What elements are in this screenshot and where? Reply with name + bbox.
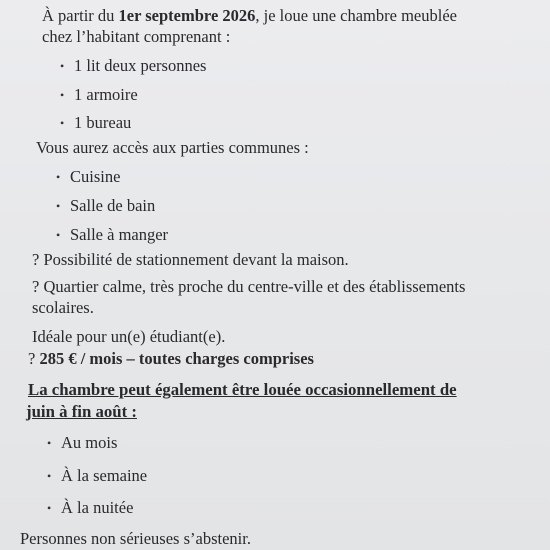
- neighborhood-line-1: ? Quartier calme, très proche du centre-ville et des établissements: [32, 277, 466, 296]
- bullet-icon: •: [47, 469, 52, 483]
- start-date: 1er septembre 2026: [118, 6, 256, 25]
- occasional-option-night: À la nuitée: [61, 498, 134, 517]
- furniture-item-bed: 1 lit deux personnes: [74, 56, 207, 75]
- price-amount: 285 € / mois – toutes charges comprises: [39, 349, 314, 368]
- bullet-icon: •: [60, 116, 65, 130]
- occasional-rental-line-2: juin à fin août :: [26, 402, 137, 421]
- ideal-for-student: Idéale pour un(e) étudiant(e).: [32, 327, 226, 346]
- bullet-icon: •: [56, 199, 61, 213]
- bullet-icon: •: [60, 88, 65, 102]
- intro-line-2: chez l’habitant comprenant :: [42, 27, 231, 46]
- occasional-rental-line-1: La chambre peut également être louée occasionnellement de: [28, 380, 457, 399]
- bullet-icon: •: [47, 436, 52, 450]
- intro-line-1: [42, 6, 457, 26]
- bullet-icon: •: [56, 228, 61, 242]
- price-line: [28, 349, 314, 369]
- bullet-icon: •: [60, 59, 65, 73]
- closing-note: Personnes non sérieuses s’abstenir.: [20, 529, 251, 548]
- common-areas-intro: Vous aurez accès aux parties communes :: [36, 138, 309, 157]
- neighborhood-line-2: scolaires.: [32, 298, 94, 317]
- common-area-bathroom: Salle de bain: [70, 196, 156, 215]
- parking-info: ? Possibilité de stationnement devant la maison.: [32, 250, 349, 269]
- occasional-option-week: À la semaine: [61, 466, 148, 485]
- common-area-dining: Salle à manger: [70, 225, 169, 244]
- intro-text-after: , je loue une chambre meublée: [255, 6, 457, 25]
- furniture-item-wardrobe: 1 armoire: [74, 85, 138, 104]
- furniture-item-desk: 1 bureau: [74, 113, 132, 132]
- occasional-option-month: Au mois: [61, 433, 118, 452]
- common-area-kitchen: Cuisine: [70, 167, 121, 186]
- intro-text-before: À partir du: [42, 6, 119, 25]
- price-prefix: ?: [28, 349, 40, 368]
- bullet-icon: •: [56, 170, 61, 184]
- bullet-icon: •: [47, 501, 52, 515]
